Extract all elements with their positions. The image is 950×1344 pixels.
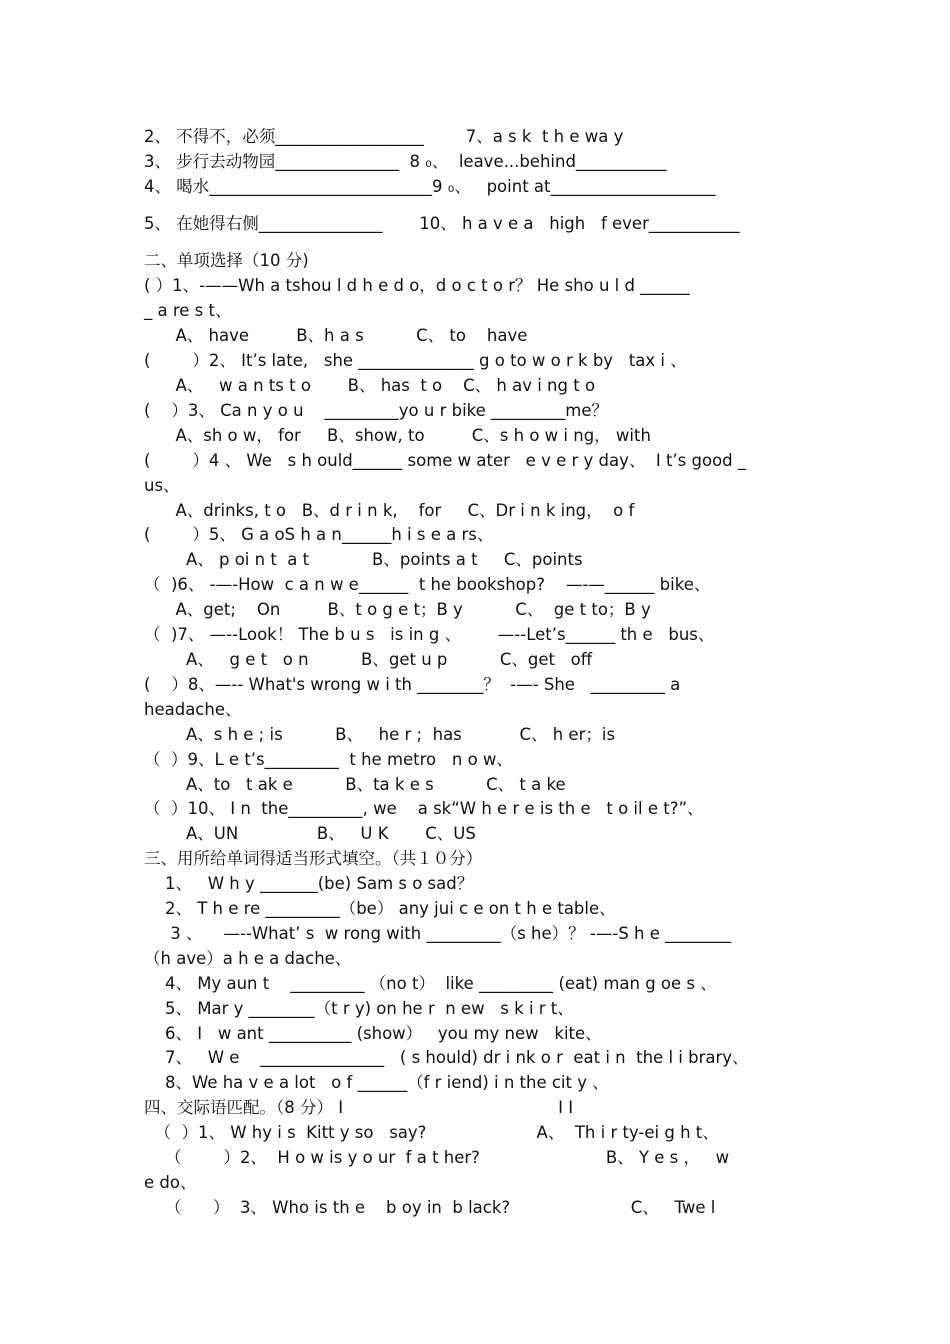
section-heading: 三、用所给单词得适当形式填空。（共１０分）	[144, 849, 483, 868]
question-line: （ ） 3、 Who is th e b oy in b lack? C、 Twe l	[144, 1198, 716, 1217]
text-line: 2、 不得不，必须__________________ 7、a s k t h e wa y	[144, 127, 624, 146]
question-line: _ a re s t、	[144, 301, 232, 320]
question-line: ( ）4 、 We s h ould______ some w ater e v e r y day、 I t’s good _	[144, 451, 747, 470]
question-line: ( ）5、 G a oS h a n______h i s e a rs、	[144, 525, 494, 544]
text-line: 3、 步行去动物园_______________ 8 ₀、 leave...behind___________	[144, 152, 667, 171]
options-line: A、drinks, t o B、d r i n k, for C、Dr i n k ing， o f	[144, 501, 635, 520]
question-line: 2、 T h e re _________（be） any jui c e on t h e table、	[144, 899, 616, 918]
question-line: 1、 W h y _______(be) Sam s o sad？	[144, 874, 474, 893]
options-line: A、get; On B、t o g e t；B y C、 ge t to；B y	[144, 600, 651, 619]
question-line: （ ）1、 W hy i s Kitt y so say? A、 Th i r ty-ei g h t、	[144, 1123, 719, 1142]
options-line: A、 have B、h a s C、 to have	[144, 326, 528, 345]
question-line: （ ）9、L e t’s_________ t he metro n o w、	[144, 750, 513, 769]
question-line: e do、	[144, 1173, 197, 1192]
question-line: （h ave）a h e a dache、	[144, 949, 352, 968]
question-line: 4、 My aun t _________ （no t） like _________ (eat) man g oe s 、	[144, 974, 717, 993]
question-line: 7、 W e _______________ ( s hould) dr i nk o r eat i n the l i brary、	[144, 1048, 749, 1067]
question-line: 8、We ha v e a lot o f ______（f r iend) i n the cit y 、	[144, 1073, 609, 1092]
options-line: A、s h e ; is B、 he r ; has C、 h er；is	[144, 725, 616, 744]
options-line: A、 w a n ts t o B、 has t o C、 h av i ng t o	[144, 376, 596, 395]
options-line: A、to t ak e B、ta k e s C、 t a ke	[144, 775, 566, 794]
question-line: 6、 I w ant __________ (show） you my new kite、	[144, 1024, 602, 1043]
question-line: 5、 Mar y ________（t r y) on he r n ew s k i r t、	[144, 999, 574, 1018]
options-line: A、 g e t o n B、get u p C、get off	[144, 650, 593, 669]
question-line: （ )7、 —--Look！ The b u s is in g 、 —--Let’s______ th e bus、	[144, 625, 715, 644]
text-line: 4、 喝水___________________________9 ₀、 point at____________________	[144, 177, 716, 196]
question-line: （ )6、 -—-How c a n w e______ t he bookshop? —-—______ bike、	[144, 575, 711, 594]
question-line: （ ）10、 I n the_________, we a sk“W h e r e is th e t o il e t?”、	[144, 799, 704, 818]
options-line: A、sh o w， for B、show, to C、s h o w i ng， with	[144, 426, 651, 445]
question-line: 3 、 —--What’ s w rong with _________（s he）？ -—-S h e ________	[144, 924, 732, 943]
question-line: ( ）3、 Ca n y o u _________yo u r bike _________me？	[144, 401, 609, 420]
section-heading: 二、单项选择（10 分)	[144, 251, 309, 270]
question-line: ( ）8、—-- What's wrong w i th ________？ -—- She _________ a	[144, 675, 681, 694]
question-line: ( ）2、 It’s late, she ______________ g o to w o r k by tax i 、	[144, 351, 687, 370]
options-line: A、 p oi n t a t B、points a t C、points	[144, 550, 583, 569]
question-line: headache、	[144, 700, 242, 719]
question-line: us、	[144, 476, 180, 495]
text-line: 5、 在她得右侧_______________ 10、 h a v e a high f ever___________	[144, 214, 740, 233]
section-heading: 四、交际语匹配。（8 分） I I I	[144, 1098, 574, 1117]
question-line: ( ）1、-——Wh a tshou l d h e d o，d o c t o r？ He sho u l d ______	[144, 276, 690, 295]
question-line: （ ）2、 H o w is y o ur f a t her? B、 Y e s ， w	[144, 1148, 730, 1167]
options-line: A、UN B、 U K C、US	[144, 824, 476, 843]
